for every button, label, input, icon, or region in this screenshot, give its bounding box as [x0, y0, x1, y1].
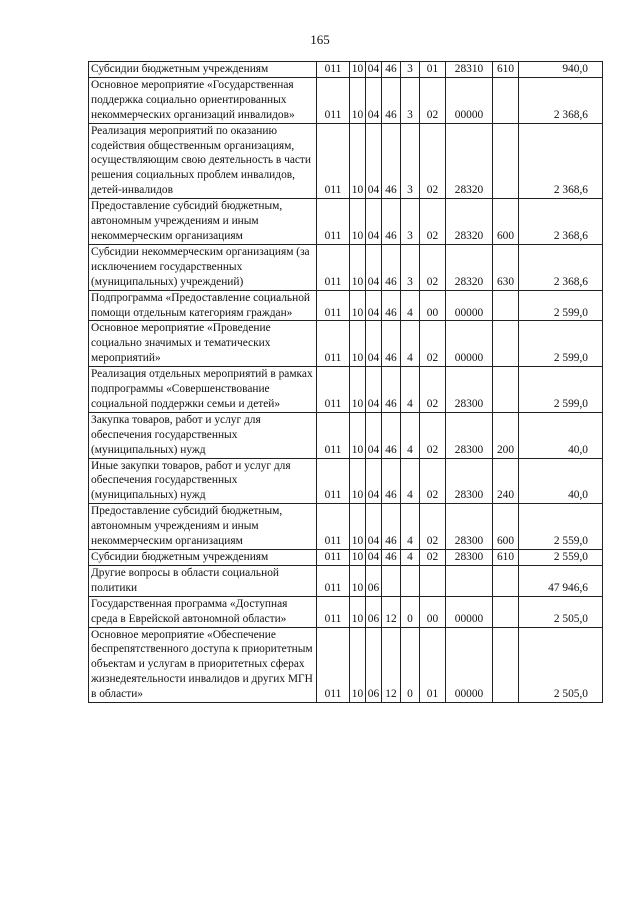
- row-subprogram-code: 4: [401, 550, 420, 566]
- budget-table-body: [89, 62, 603, 703]
- row-gr-code: 011: [317, 458, 350, 504]
- row-amount: 2 599,0: [519, 290, 603, 321]
- page-number: 165: [310, 32, 330, 47]
- row-vr-code: 240: [493, 458, 519, 504]
- row-rz-code: 10: [350, 199, 366, 245]
- table-row: [89, 412, 603, 458]
- row-program-code: 46: [382, 62, 401, 78]
- row-direction-code: [446, 565, 493, 596]
- row-direction-code: 28300: [446, 412, 493, 458]
- row-vr-code: [493, 290, 519, 321]
- row-program-code: 46: [382, 123, 401, 199]
- row-gr-code: 011: [317, 550, 350, 566]
- row-pr-code: 04: [366, 321, 382, 367]
- row-amount: 2 505,0: [519, 627, 603, 703]
- row-direction-code: 00000: [446, 627, 493, 703]
- row-subprogram-code: 3: [401, 62, 420, 78]
- row-subprogram-code: 0: [401, 627, 420, 703]
- row-direction-code: 00000: [446, 596, 493, 627]
- table-row: [89, 458, 603, 504]
- row-direction-code: 00000: [446, 321, 493, 367]
- row-name: Основное мероприятие «Обеспечение беспрепятственного доступа к приоритетным объектам и услугам в приоритетных сферах жизнедеятельности инвалидов и других МГН в области»: [89, 627, 317, 703]
- row-subprogram-code: 4: [401, 504, 420, 550]
- row-gr-code: 011: [317, 412, 350, 458]
- row-name: Субсидии бюджетным учреждениям: [89, 62, 317, 78]
- row-subprogram-code: 4: [401, 290, 420, 321]
- row-pr-code: 04: [366, 199, 382, 245]
- row-vr-code: [493, 596, 519, 627]
- row-program-code: 46: [382, 321, 401, 367]
- row-program-code: 46: [382, 458, 401, 504]
- row-rz-code: 10: [350, 412, 366, 458]
- row-rz-code: 10: [350, 290, 366, 321]
- row-amount: 2 599,0: [519, 367, 603, 413]
- row-rz-code: 10: [350, 321, 366, 367]
- row-pr-code: 04: [366, 244, 382, 290]
- row-event-code: 02: [420, 244, 446, 290]
- row-pr-code: 04: [366, 367, 382, 413]
- row-amount: 2 368,6: [519, 123, 603, 199]
- row-gr-code: 011: [317, 367, 350, 413]
- row-name: Реализация отдельных мероприятий в рамках подпрограммы «Совершенствование социальной поддержки семьи и детей»: [89, 367, 317, 413]
- row-amount: 940,0: [519, 62, 603, 78]
- row-name: Государственная программа «Доступная среда в Еврейской автономной области»: [89, 596, 317, 627]
- row-amount: 2 368,6: [519, 244, 603, 290]
- row-pr-code: 06: [366, 627, 382, 703]
- row-amount: 2 559,0: [519, 504, 603, 550]
- row-vr-code: 610: [493, 62, 519, 78]
- row-name: Реализация мероприятий по оказанию содействия общественным организациям, осуществляющим свою деятельность в части решения социальных проблем инвалидов, детей-инвалидов: [89, 123, 317, 199]
- budget-table: [88, 61, 603, 703]
- row-program-code: 46: [382, 290, 401, 321]
- row-direction-code: 28320: [446, 244, 493, 290]
- row-direction-code: 28300: [446, 504, 493, 550]
- row-name: Подпрограмма «Предоставление социальной помощи отдельным категориям граждан»: [89, 290, 317, 321]
- table-row: [89, 199, 603, 245]
- row-program-code: [382, 565, 401, 596]
- row-subprogram-code: [401, 565, 420, 596]
- row-pr-code: 04: [366, 123, 382, 199]
- row-direction-code: 28300: [446, 550, 493, 566]
- row-vr-code: [493, 565, 519, 596]
- table-row: [89, 550, 603, 566]
- row-event-code: 02: [420, 412, 446, 458]
- row-program-code: 46: [382, 77, 401, 123]
- row-direction-code: 00000: [446, 290, 493, 321]
- row-program-code: 12: [382, 596, 401, 627]
- row-program-code: 46: [382, 504, 401, 550]
- row-event-code: 02: [420, 550, 446, 566]
- row-pr-code: 04: [366, 458, 382, 504]
- row-subprogram-code: 4: [401, 458, 420, 504]
- row-program-code: 46: [382, 412, 401, 458]
- row-amount: 2 368,6: [519, 77, 603, 123]
- table-row: [89, 596, 603, 627]
- row-rz-code: 10: [350, 565, 366, 596]
- row-rz-code: 10: [350, 244, 366, 290]
- row-vr-code: 200: [493, 412, 519, 458]
- row-direction-code: 28320: [446, 199, 493, 245]
- row-event-code: 02: [420, 77, 446, 123]
- row-vr-code: [493, 627, 519, 703]
- table-row: [89, 367, 603, 413]
- row-vr-code: 630: [493, 244, 519, 290]
- row-event-code: 02: [420, 504, 446, 550]
- row-rz-code: 10: [350, 504, 366, 550]
- row-subprogram-code: 4: [401, 412, 420, 458]
- row-direction-code: 28310: [446, 62, 493, 78]
- row-program-code: 46: [382, 367, 401, 413]
- row-event-code: 02: [420, 458, 446, 504]
- row-rz-code: 10: [350, 458, 366, 504]
- row-direction-code: 00000: [446, 77, 493, 123]
- row-gr-code: 011: [317, 199, 350, 245]
- row-gr-code: 011: [317, 123, 350, 199]
- row-direction-code: 28320: [446, 123, 493, 199]
- table-row: [89, 244, 603, 290]
- row-subprogram-code: 0: [401, 596, 420, 627]
- row-vr-code: [493, 77, 519, 123]
- row-pr-code: 06: [366, 565, 382, 596]
- row-vr-code: [493, 123, 519, 199]
- row-gr-code: 011: [317, 627, 350, 703]
- row-event-code: 02: [420, 123, 446, 199]
- row-amount: 2 599,0: [519, 321, 603, 367]
- row-amount: 2 505,0: [519, 596, 603, 627]
- row-rz-code: 10: [350, 123, 366, 199]
- row-amount: 47 946,6: [519, 565, 603, 596]
- table-row: [89, 123, 603, 199]
- row-program-code: 46: [382, 199, 401, 245]
- row-pr-code: 04: [366, 77, 382, 123]
- table-row: [89, 290, 603, 321]
- row-amount: 40,0: [519, 458, 603, 504]
- row-direction-code: 28300: [446, 367, 493, 413]
- row-vr-code: 610: [493, 550, 519, 566]
- row-rz-code: 10: [350, 627, 366, 703]
- row-name: Основное мероприятие «Проведение социально значимых и тематических мероприятий»: [89, 321, 317, 367]
- row-rz-code: 10: [350, 367, 366, 413]
- row-pr-code: 06: [366, 596, 382, 627]
- row-name: Основное мероприятие «Государственная поддержка социально ориентированных некоммерческих организаций инвалидов»: [89, 77, 317, 123]
- row-name: Субсидии некоммерческим организациям (за исключением государственных (муниципальных) учреждений): [89, 244, 317, 290]
- row-subprogram-code: 4: [401, 367, 420, 413]
- row-event-code: 00: [420, 290, 446, 321]
- table-row: [89, 504, 603, 550]
- row-name: Закупка товаров, работ и услуг для обеспечения государственных (муниципальных) нужд: [89, 412, 317, 458]
- row-amount: 2 368,6: [519, 199, 603, 245]
- table-row: [89, 77, 603, 123]
- row-gr-code: 011: [317, 321, 350, 367]
- row-vr-code: 600: [493, 504, 519, 550]
- row-rz-code: 10: [350, 77, 366, 123]
- row-name: Предоставление субсидий бюджетным, автономным учреждениям и иным некоммерческим организациям: [89, 504, 317, 550]
- row-rz-code: 10: [350, 596, 366, 627]
- row-event-code: 01: [420, 627, 446, 703]
- row-event-code: 02: [420, 367, 446, 413]
- row-event-code: [420, 565, 446, 596]
- row-gr-code: 011: [317, 244, 350, 290]
- row-amount: 2 559,0: [519, 550, 603, 566]
- row-subprogram-code: 3: [401, 244, 420, 290]
- row-gr-code: 011: [317, 596, 350, 627]
- row-pr-code: 04: [366, 550, 382, 566]
- row-name: Субсидии бюджетным учреждениям: [89, 550, 317, 566]
- row-gr-code: 011: [317, 77, 350, 123]
- row-vr-code: [493, 367, 519, 413]
- row-subprogram-code: 3: [401, 199, 420, 245]
- row-name: Другие вопросы в области социальной политики: [89, 565, 317, 596]
- table-row: [89, 62, 603, 78]
- row-gr-code: 011: [317, 62, 350, 78]
- row-pr-code: 04: [366, 290, 382, 321]
- row-direction-code: 28300: [446, 458, 493, 504]
- row-subprogram-code: 4: [401, 321, 420, 367]
- row-rz-code: 10: [350, 62, 366, 78]
- row-vr-code: 600: [493, 199, 519, 245]
- row-program-code: 12: [382, 627, 401, 703]
- row-event-code: 02: [420, 199, 446, 245]
- row-vr-code: [493, 321, 519, 367]
- row-program-code: 46: [382, 244, 401, 290]
- row-event-code: 00: [420, 596, 446, 627]
- row-subprogram-code: 3: [401, 77, 420, 123]
- row-name: Предоставление субсидий бюджетным, автономным учреждениям и иным некоммерческим организациям: [89, 199, 317, 245]
- table-row: [89, 565, 603, 596]
- row-name: Иные закупки товаров, работ и услуг для обеспечения государственных (муниципальных) нужд: [89, 458, 317, 504]
- row-event-code: 01: [420, 62, 446, 78]
- table-row: [89, 321, 603, 367]
- row-pr-code: 04: [366, 412, 382, 458]
- row-subprogram-code: 3: [401, 123, 420, 199]
- table-row: [89, 627, 603, 703]
- row-gr-code: 011: [317, 565, 350, 596]
- row-pr-code: 04: [366, 504, 382, 550]
- row-gr-code: 011: [317, 290, 350, 321]
- row-program-code: 46: [382, 550, 401, 566]
- row-rz-code: 10: [350, 550, 366, 566]
- row-pr-code: 04: [366, 62, 382, 78]
- row-event-code: 02: [420, 321, 446, 367]
- row-amount: 40,0: [519, 412, 603, 458]
- row-gr-code: 011: [317, 504, 350, 550]
